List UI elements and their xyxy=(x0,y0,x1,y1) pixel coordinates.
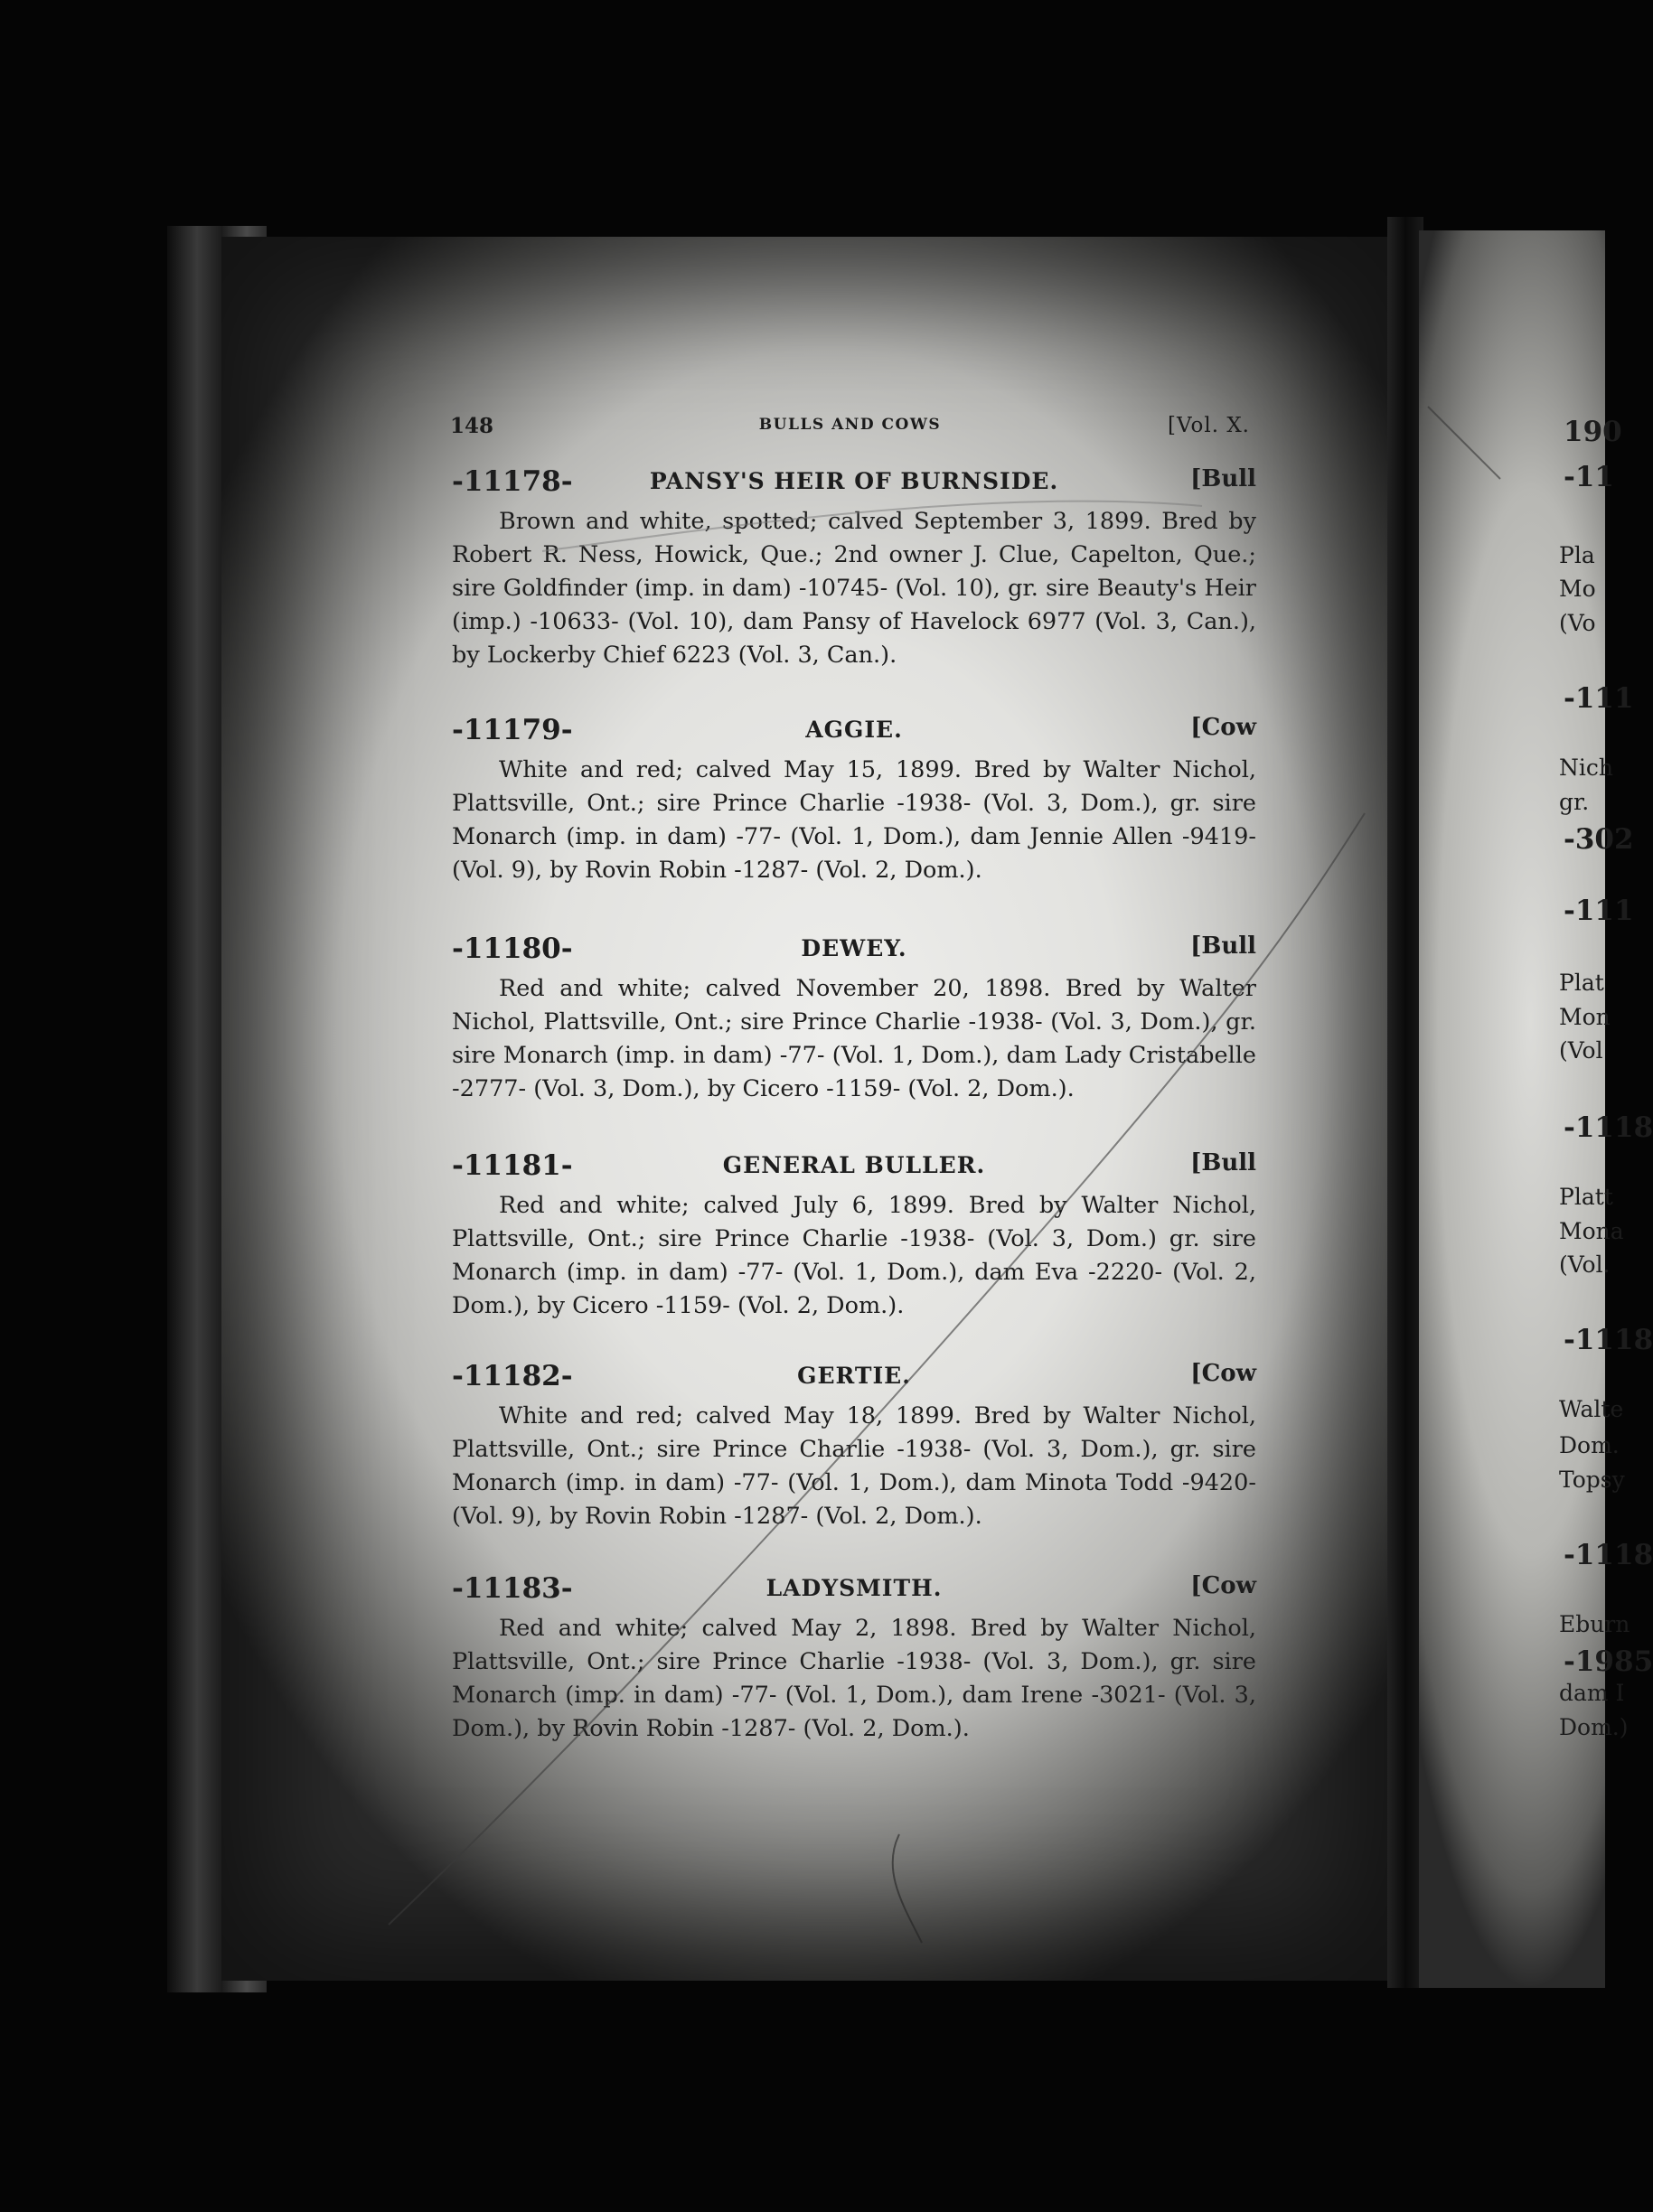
entry-description: Red and white; calved November 20, 1898. Bred by Walter Nichol, Plattsville, Ont.; sire Prince Charlie -1938- (Vol. 3, Dom.), gr. sire Monarch (imp. in dam) -77- (Vol. 1, Dom.), dam Lady Cristabelle -2777- (Vol. 3, Dom.), by Cicero -1159- (Vol. 2, Dom.). xyxy=(452,975,1256,1102)
entry-name: DEWEY. xyxy=(801,935,907,961)
right-page-text-fragment: -302 xyxy=(1564,823,1634,856)
entry-number: -11178- xyxy=(452,465,573,498)
entry-11183 xyxy=(452,1572,1256,1746)
right-page-text-fragment: Pla xyxy=(1559,542,1595,568)
right-page-text-fragment: (Vol. xyxy=(1559,1251,1611,1278)
right-page-text-fragment: -1985 xyxy=(1564,1645,1653,1678)
entry-sex: [Bull xyxy=(1190,933,1256,960)
entry-name: LADYSMITH. xyxy=(765,1575,943,1601)
right-page-text-fragment: Platt xyxy=(1559,1184,1613,1210)
entry-11179 xyxy=(452,714,1256,887)
entry-name: PANSY'S HEIR OF BURNSIDE. xyxy=(649,468,1059,494)
right-page-text-fragment: Plat xyxy=(1559,970,1604,996)
entry-number: -11182- xyxy=(452,1360,573,1392)
right-page-text-fragment: Topsy xyxy=(1559,1467,1625,1493)
right-page-text-fragment: Walte xyxy=(1559,1396,1624,1422)
right-page-text-fragment: -1118 xyxy=(1564,1539,1653,1571)
entry-name: GERTIE. xyxy=(797,1363,911,1389)
entry-11178 xyxy=(452,465,1256,672)
right-page-text-fragment: -11 xyxy=(1564,461,1615,493)
entry-11181 xyxy=(452,1149,1256,1323)
right-page-text-fragment: -1118 xyxy=(1564,1324,1653,1356)
running-title: BULLS AND COWS xyxy=(758,416,942,434)
entry-description: White and red; calved May 18, 1899. Bred by Walter Nichol, Plattsville, Ont.; sire Prince Charlie -1938- (Vol. 3, Dom.), gr. sire Monarch (imp. in dam) -77- (Vol. 1, Dom.), dam Minota Todd -9420- (Vol. 9), by Rovin Robin -1287- (Vol. 2, Dom.). xyxy=(452,1402,1256,1530)
running-head xyxy=(450,414,1250,450)
right-page-text-fragment: gr. xyxy=(1559,789,1590,815)
entry-description: Brown and white, spotted; calved September 3, 1899. Bred by Robert R. Ness, Howick, Que.; 2nd owner J. Clue, Capelton, Que.; sire Goldfinder (imp. in dam) -10745- (Vol. 10), gr. sire Beauty's Heir (imp.) -10633- (Vol. 10), dam Pansy of Havelock 6977 (Vol. 3, Can.), by Lockerby Chief 6223 (Vol. 3, Can.). xyxy=(452,508,1256,669)
entry-11180 xyxy=(452,933,1256,1106)
entry-number: -11183- xyxy=(452,1572,573,1605)
right-page-text-fragment: Nich xyxy=(1559,755,1613,781)
entry-sex: [Cow xyxy=(1190,1572,1256,1599)
entry-number: -11179- xyxy=(452,714,573,746)
entry-description: White and red; calved May 15, 1899. Bred by Walter Nichol, Plattsville, Ont.; sire Prince Charlie -1938- (Vol. 3, Dom.), gr. sire Monarch (imp. in dam) -77- (Vol. 1, Dom.), dam Jennie Allen -9419- (Vol. 9), by Rovin Robin -1287- (Vol. 2, Dom.). xyxy=(452,756,1256,884)
entry-number: -11180- xyxy=(452,933,573,965)
entry-sex: [Bull xyxy=(1190,465,1256,492)
entry-sex: [Bull xyxy=(1190,1149,1256,1176)
entry-name: AGGIE. xyxy=(805,717,903,743)
book-gutter xyxy=(1387,217,1423,1988)
right-page-text-fragment: Eburn xyxy=(1559,1611,1630,1637)
entry-name: GENERAL BULLER. xyxy=(722,1152,986,1178)
right-page-fragment xyxy=(1419,230,1653,1988)
right-page-text-fragment: Dom.) xyxy=(1559,1714,1629,1740)
right-page-text-fragment: (Vol xyxy=(1559,1037,1603,1064)
right-page-text-fragment: 190 xyxy=(1564,416,1622,448)
right-page-text-fragment: -111 xyxy=(1564,895,1634,927)
entry-sex: [Cow xyxy=(1190,714,1256,741)
entry-11182 xyxy=(452,1360,1256,1533)
entry-description: Red and white; calved July 6, 1899. Bred by Walter Nichol, Plattsville, Ont.; sire Prince Charlie -1938- (Vol. 3, Dom.) gr. sire Monarch (imp. in dam) -77- (Vol. 1, Dom.), dam Eva -2220- (Vol. 2, Dom.), by Cicero -1159- (Vol. 2, Dom.). xyxy=(452,1192,1256,1319)
right-page-text-fragment: Mona xyxy=(1559,1218,1624,1244)
right-page-text-fragment: -111 xyxy=(1564,682,1634,715)
right-page-text-fragment: -1118 xyxy=(1564,1111,1653,1144)
entry-description: Red and white; calved May 2, 1898. Bred by Walter Nichol, Plattsville, Ont.; sire Prince Charlie -1938- (Vol. 3, Dom.), gr. sire Monarch (imp. in dam) -77- (Vol. 1, Dom.), dam Irene -3021- (Vol. 3, Dom.), by Rovin Robin -1287- (Vol. 2, Dom.). xyxy=(452,1615,1256,1742)
entry-number: -11181- xyxy=(452,1149,573,1182)
right-page-text-fragment: Mo xyxy=(1559,576,1596,602)
right-page-text-fragment: dam I xyxy=(1559,1680,1625,1706)
right-page-text-fragment: (Vo xyxy=(1559,610,1596,636)
entry-sex: [Cow xyxy=(1190,1360,1256,1387)
page-number: 148 xyxy=(450,414,494,438)
right-page-text-fragment: Mon xyxy=(1559,1004,1611,1030)
right-page-text-fragment: Dom. xyxy=(1559,1432,1620,1458)
volume-label: [Vol. X. xyxy=(1168,414,1250,437)
